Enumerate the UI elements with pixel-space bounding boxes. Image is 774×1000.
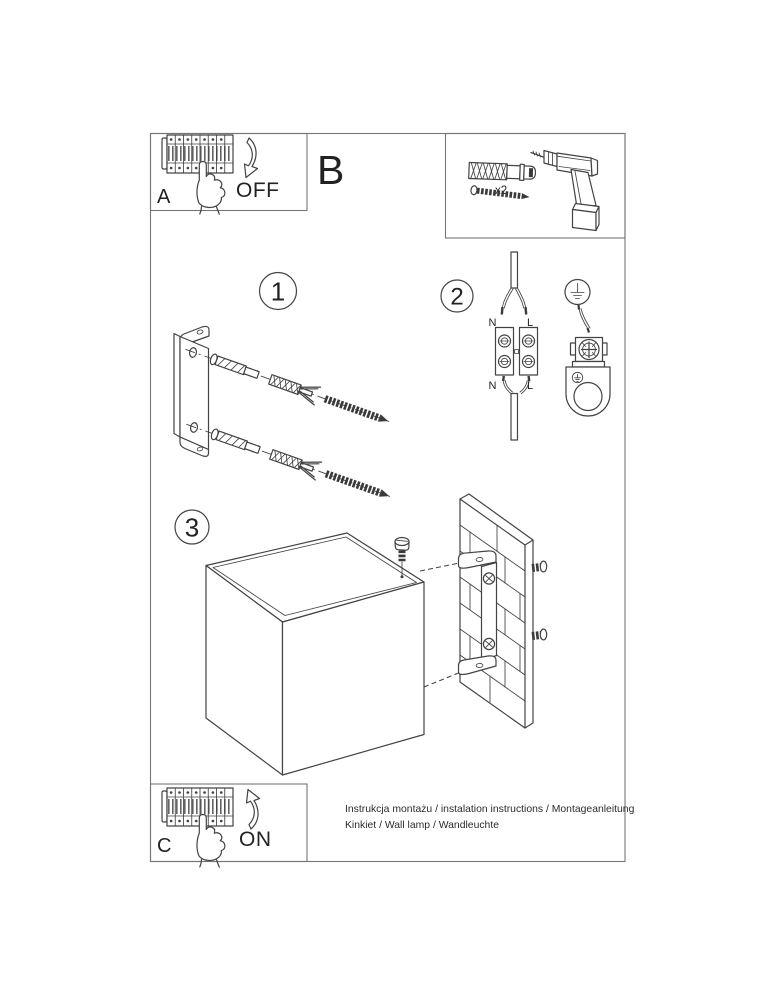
live-label-bottom: L bbox=[527, 380, 534, 392]
live-label-top: L bbox=[527, 317, 534, 329]
ground-connection-diagram bbox=[565, 280, 610, 417]
footer bbox=[345, 804, 635, 831]
footer-line-1: Instrukcja montażu / instalation instructions / Montageanleitung bbox=[345, 804, 635, 815]
neutral-label-top: N bbox=[488, 317, 497, 329]
arrow-up-icon bbox=[247, 790, 260, 830]
page-border bbox=[151, 134, 626, 862]
rear-screw-tips bbox=[532, 561, 547, 640]
panel-a bbox=[157, 135, 280, 214]
footer-line-2: Kinkiet / Wall lamp / Wandleuchte bbox=[345, 820, 499, 831]
panel-b-letter: B bbox=[317, 147, 345, 193]
screw-anchor-assembly bbox=[183, 415, 393, 505]
drill-icon bbox=[531, 151, 599, 231]
on-label: ON bbox=[239, 828, 272, 851]
anchor-qty-label: x2 bbox=[495, 185, 508, 197]
breaker-hand-icon bbox=[162, 135, 233, 214]
arrow-down-icon bbox=[245, 138, 258, 178]
screw-anchor-assembly bbox=[182, 340, 392, 430]
neutral-label-bottom: N bbox=[488, 380, 497, 392]
ground-mount-piece bbox=[566, 367, 610, 416]
panel-a-letter: A bbox=[157, 186, 171, 208]
step-3-number: 3 bbox=[184, 512, 200, 543]
off-label: OFF bbox=[236, 179, 280, 202]
panel-c-letter: C bbox=[157, 835, 172, 857]
step-2 bbox=[441, 252, 610, 440]
hardware-items bbox=[469, 151, 599, 231]
page-frame bbox=[151, 134, 626, 862]
panel-c bbox=[157, 788, 272, 867]
terminal-block-diagram bbox=[489, 252, 538, 440]
cube-lamp bbox=[206, 533, 424, 775]
step-3 bbox=[175, 494, 547, 775]
step-1-number: 1 bbox=[270, 276, 286, 307]
step-2-number: 2 bbox=[450, 283, 464, 311]
step-1 bbox=[174, 273, 393, 506]
breaker-hand-icon bbox=[162, 788, 233, 867]
mounting-bracket bbox=[174, 326, 209, 456]
wall-plug-icon bbox=[469, 163, 536, 181]
